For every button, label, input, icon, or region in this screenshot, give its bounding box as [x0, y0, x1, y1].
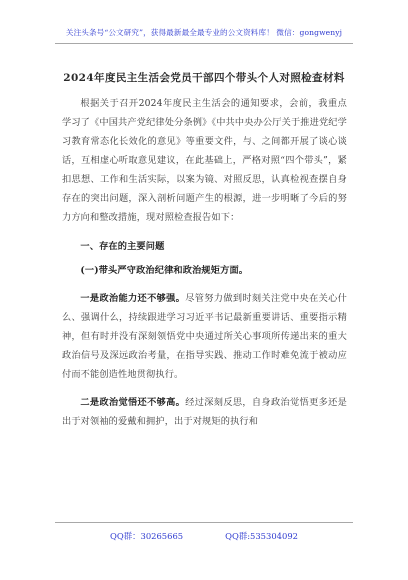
- point-2-text: 经过深刻反思，自身政治觉悟更多还是出于对领袖的爱戴和拥护，出于对规矩的执行和: [62, 397, 347, 427]
- document-body: [62, 94, 347, 431]
- footer-qq-group-2: QQ群:535304092: [225, 531, 298, 541]
- point-1-lead: 一是政治能力还不够强。: [80, 293, 186, 304]
- header-divider: [55, 43, 353, 44]
- point-2-paragraph: [62, 393, 347, 431]
- point-1-paragraph: [62, 289, 347, 384]
- footer-divider: [55, 522, 353, 523]
- point-1-text: 尽管努力做到时刻关注党中央在关心什么、强调什么，持续跟进学习习近平书记最新重要讲话、重要指示精神，但有时并没有深刻领悟党中央通过所关心事项所传递出来的重大政治信号及深远政治考量，在指导实践、推动工作时难免流于被动应付而不能创造性地贯彻执行。: [62, 293, 347, 380]
- header-promo-note: 关注头条号“公文研究”，获得最新最全最专业的公文资料库！ 微信：gongwenyj: [65, 28, 343, 37]
- footer-qq-groups: [0, 530, 408, 542]
- intro-paragraph: 根据关于召开2024年度民主生活会的通知要求，会前，我重点学习了《中国共产党纪律处分条例》《中共中央办公厅关于推进党纪学习教育常态化长效化的意见》等重要文件，与、之间都开展了谈心谈话，互相虚心听取意见建议，在此基础上，严格对照“四个带头”，紧扣思想、工作和生活实际，以案为镜、对照反思，认真检视查摆自身存在的突出问题，深入剖析问题产生的根源，进一步明晰了今后的努力方向和整改措施，现对照检查报告如下：: [62, 98, 347, 223]
- point-2-lead: 二是政治觉悟还不够高。: [80, 397, 186, 408]
- subsection-heading: (一)带头严守政治纪律和政治规矩方面。: [80, 265, 249, 276]
- footer-qq-group-1: QQ群：30265665: [110, 531, 184, 541]
- section-heading: 一、存在的主要问题: [80, 241, 165, 252]
- document-title: 2024年度民主生活会党员干部四个带头个人对照检查材料: [63, 72, 345, 84]
